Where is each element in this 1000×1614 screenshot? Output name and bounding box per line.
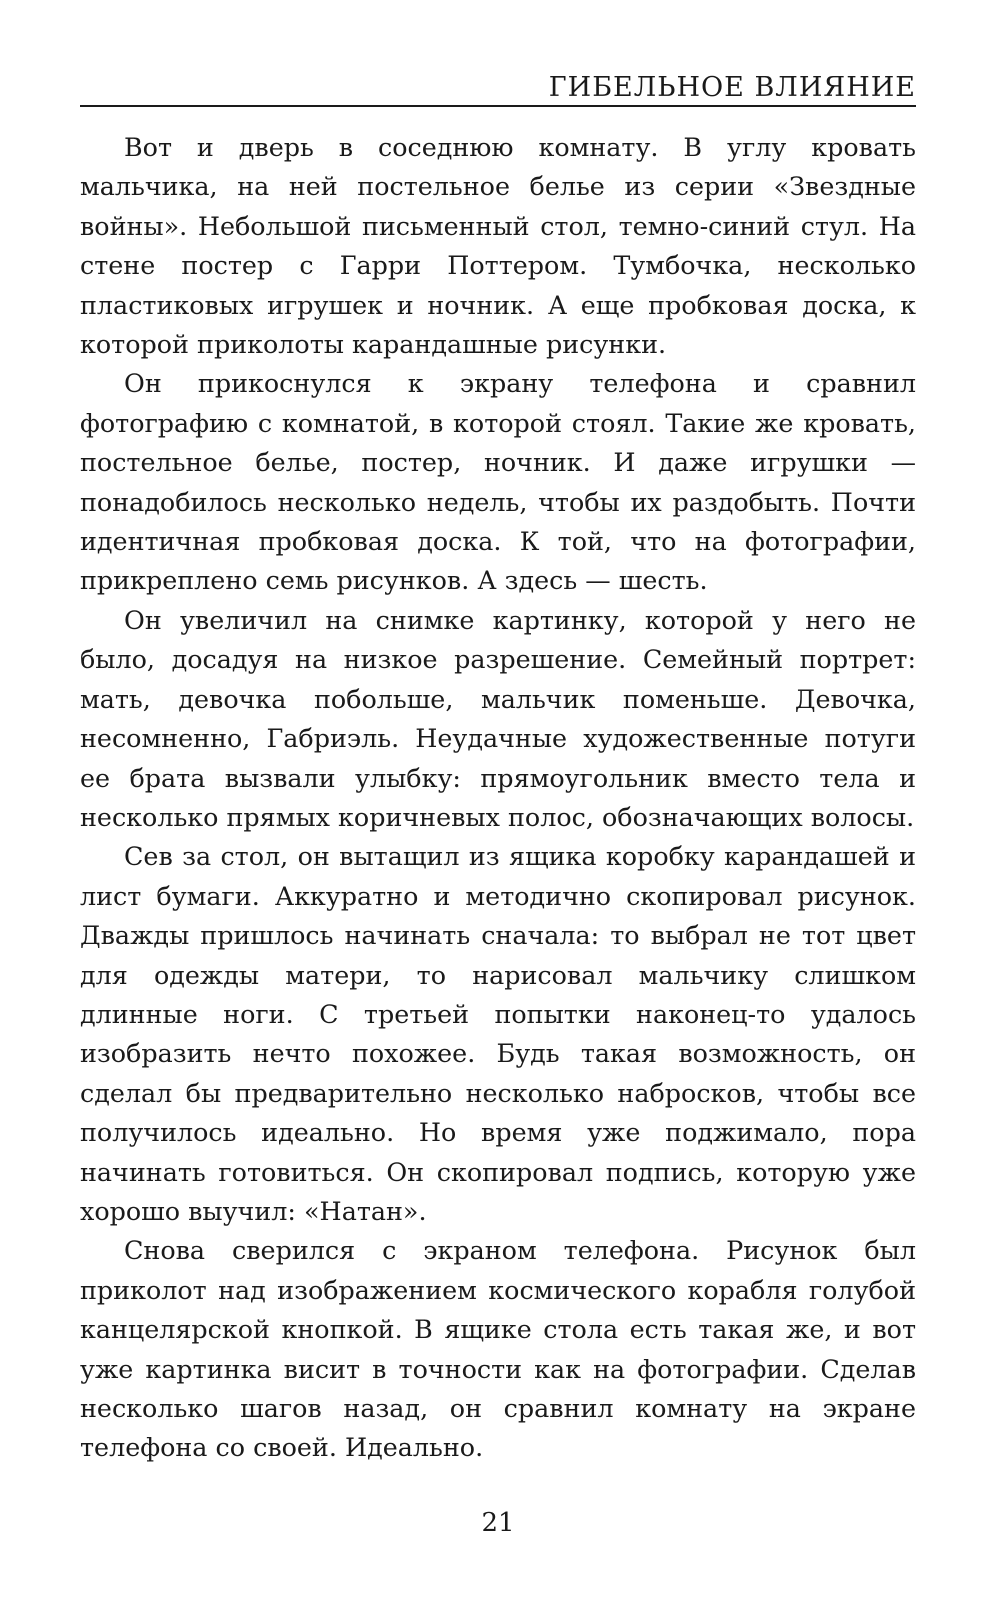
paragraph-3: Он увеличил на снимке картинку, которой у него не было, досадуя на низкое разрешение. Семейный портрет: мать, девочка побольше, мальчик поменьше. Девочка, несомненно, Габриэль. Неудачные художественные потуги ее брата вызвали улыбку: прямоугольник вместо тела и несколько прямых коричневых полос, обозначающих волосы.	[80, 604, 916, 832]
paragraph-1: Вот и дверь в соседнюю комнату. В углу кровать мальчика, на ней постельное белье из серии «Звездные войны». Небольшой письменный стол, темно-синий стул. На стене постер с Гарри Поттером. Тумбочка, несколько пластиковых игрушек и ночник. А еще пробковая доска, к которой приколоты карандашные рисунки.	[80, 132, 916, 360]
paragraph-4: Сев за стол, он вытащил из ящика коробку карандашей и лист бумаги. Аккуратно и методично скопировал рисунок. Дважды пришлось начинать сначала: то выбрал не тот цвет для одежды матери, то нарисовал мальчику слишком длинные ноги. С третьей попытки наконец-то удалось изобразить нечто похожее. Будь такая возможность, он сделал бы предварительно несколько набросков, чтобы все получилось идеально. Но время уже поджимало, пора начинать готовиться. Он скопировал подпись, которую уже хорошо выучил: «Натан».	[80, 841, 916, 1226]
body-text	[80, 128, 916, 1468]
header-rule	[80, 105, 916, 107]
paragraph-2: Он прикоснулся к экрану телефона и сравнил фотографию с комнатой, в которой стоял. Такие же кровать, постельное белье, постер, ночник. И даже игрушки — понадобилось несколько недель, чтобы их раздобыть. Почти идентичная пробковая доска. К той, что на фотографии, прикреплено семь рисунков. А здесь — шесть.	[80, 368, 916, 596]
running-header: ГИБЕЛЬНОЕ ВЛИЯНИЕ	[548, 72, 916, 103]
paragraph-5: Снова сверился с экраном телефона. Рисунок был приколот над изображением космического корабля голубой канцелярской кнопкой. В ящике стола есть такая же, и вот уже картинка висит в точности как на фотографии. Сделав несколько шагов назад, он сравнил комнату на экране телефона со своей. Идеально.	[80, 1235, 916, 1463]
page-number: 21	[481, 1508, 515, 1538]
